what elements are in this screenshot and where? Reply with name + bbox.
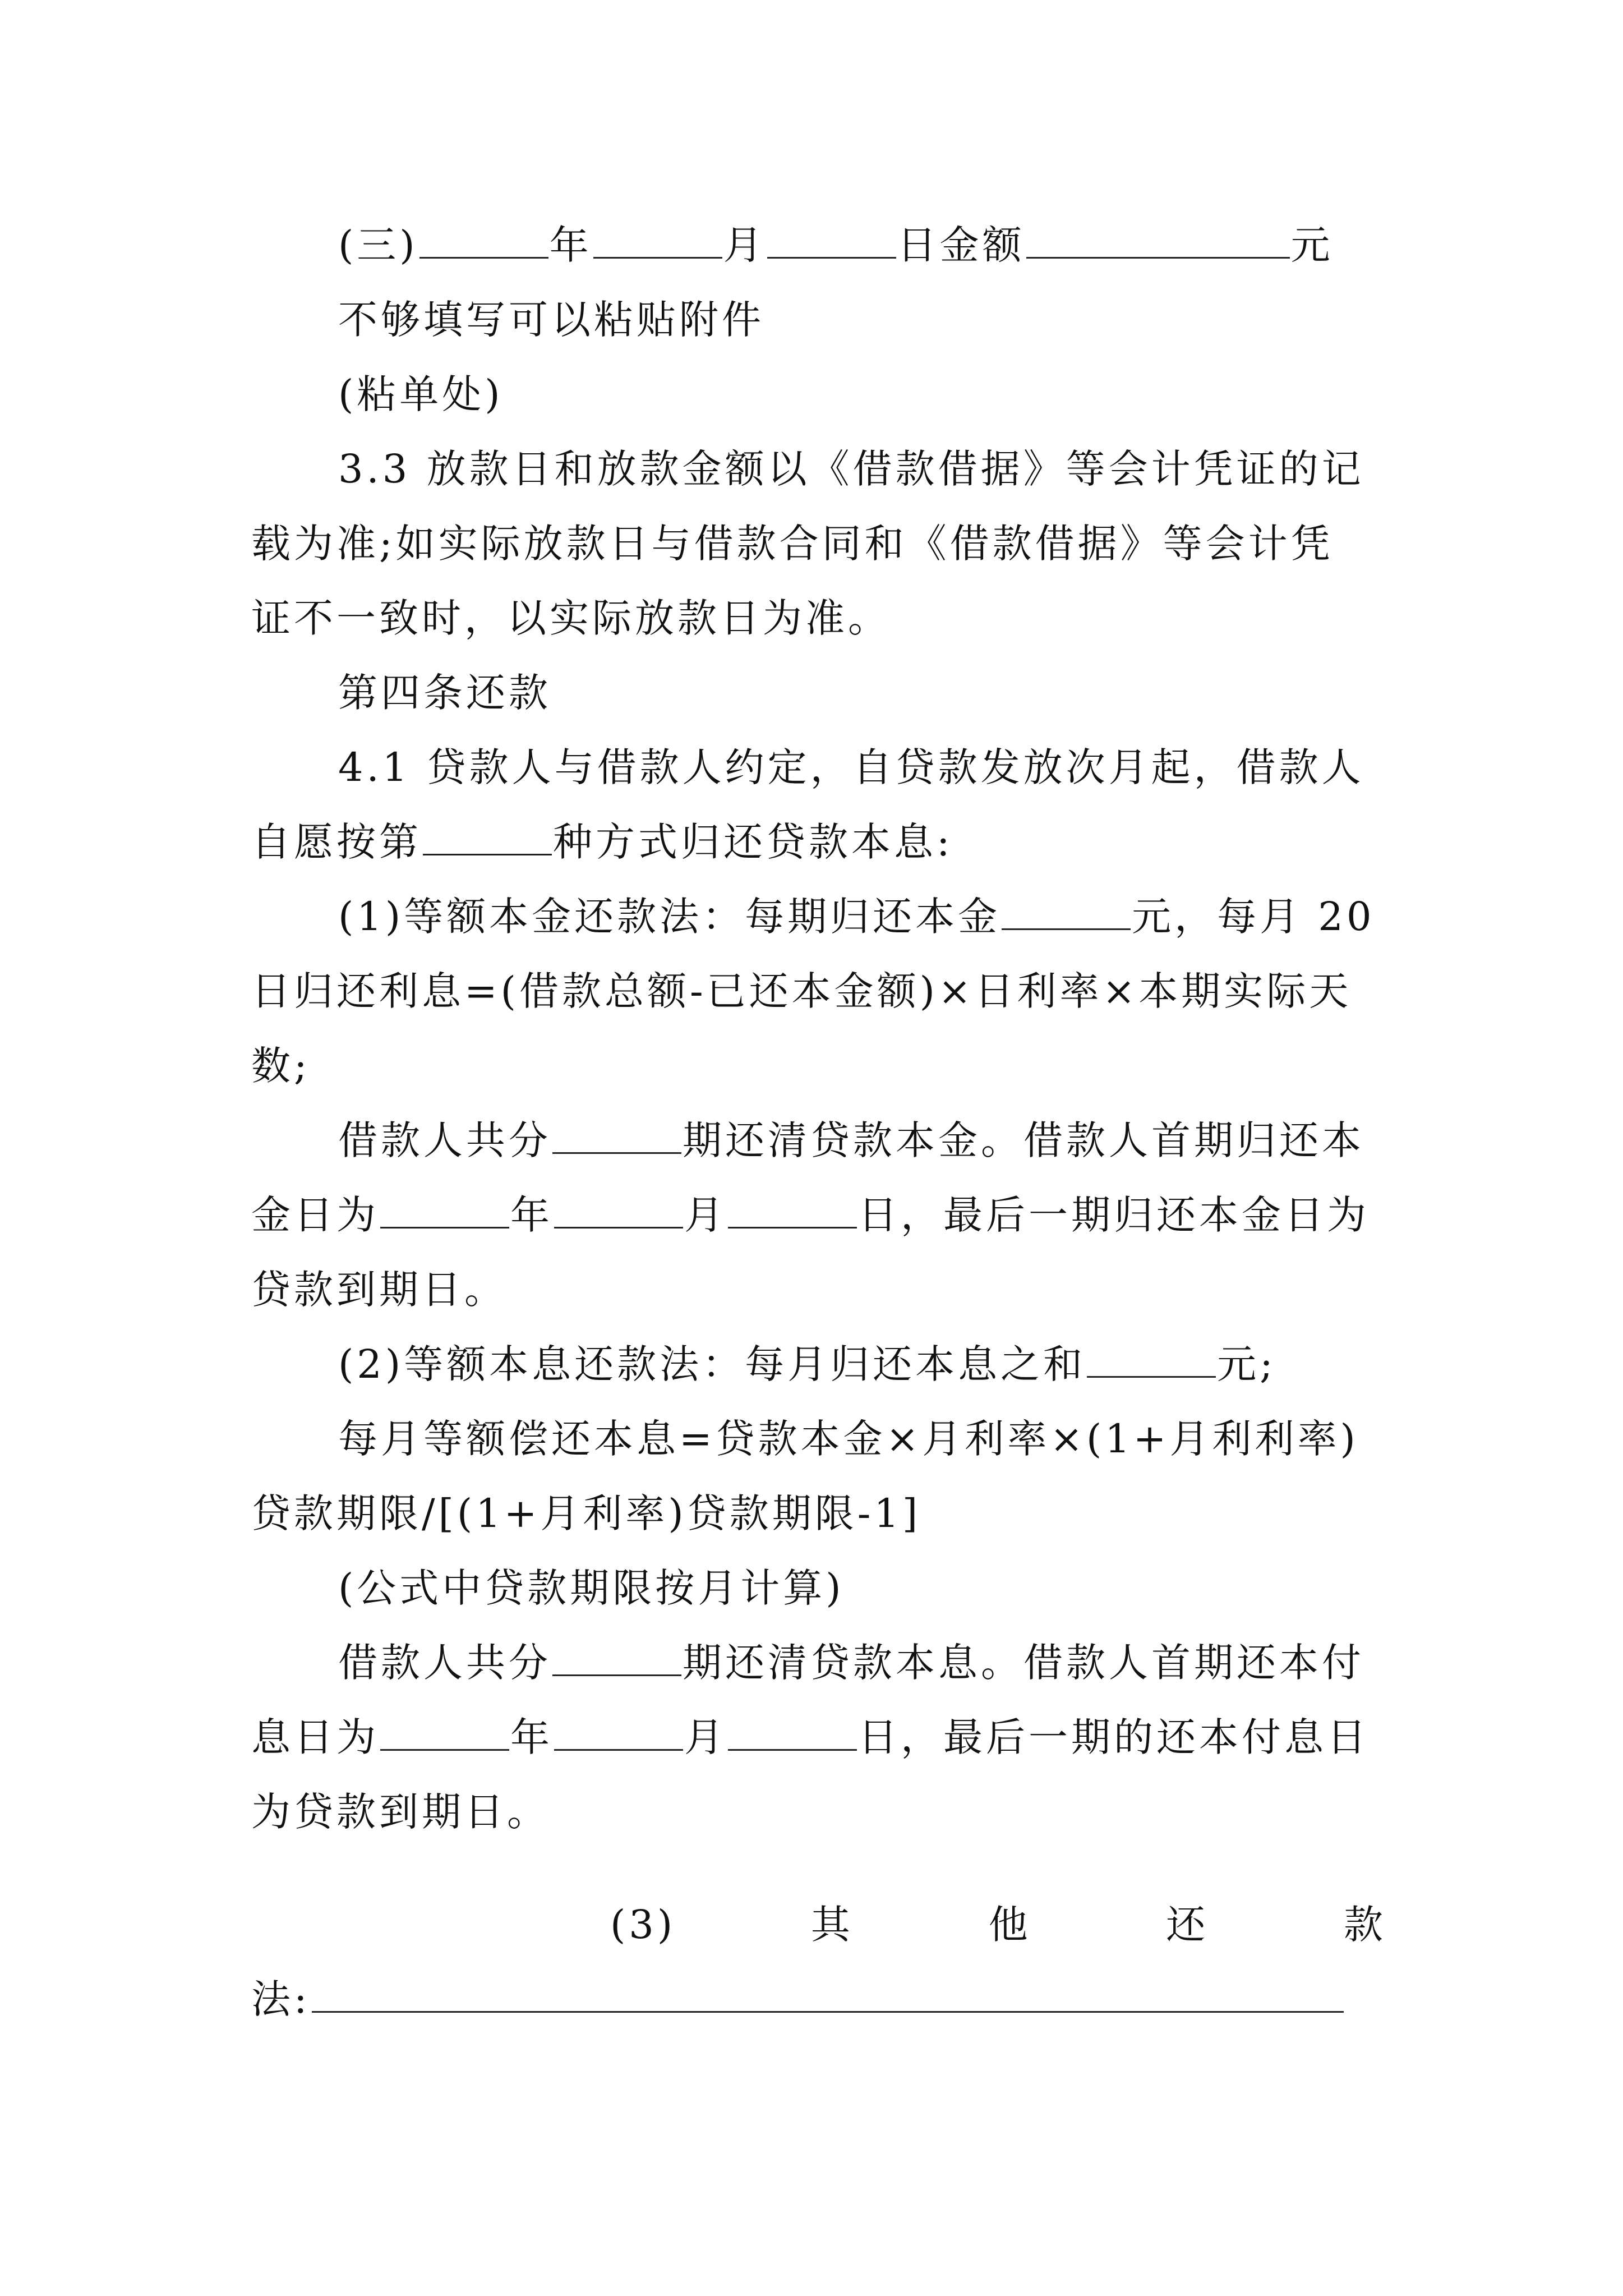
method-1-line-2: 日归还利息=(借款总额-已还本金额)×日利率×本期实际天	[251, 968, 1352, 1014]
interest-periods-blank[interactable]	[552, 1641, 681, 1676]
date-amount-line-3: (三) 年 月 日金额 元	[338, 222, 1334, 268]
method-1-periods-line-3: 贷款到期日。	[251, 1267, 507, 1313]
first-repay-month-blank[interactable]	[554, 1193, 683, 1228]
principal-per-period-blank[interactable]	[1002, 895, 1131, 930]
item-label: (三)	[338, 222, 418, 268]
paste-slip-note: (粘单处)	[338, 371, 504, 417]
article-4-heading: 第四条还款	[338, 670, 551, 716]
clause-3-3-line-1: 3.3 放款日和放款金额以《借款借据》等会计凭证的记	[338, 446, 1364, 492]
method-number-blank[interactable]	[423, 820, 552, 855]
first-repay-year-blank[interactable]	[380, 1193, 509, 1228]
method-2-line-1: (2)等额本息还款法：每月归还本息之和 元;	[338, 1341, 1276, 1387]
clause-3-3-line-2: 载为准;如实际放款日与借款合同和《借款借据》等会计凭	[251, 521, 1334, 567]
first-payment-day-blank[interactable]	[728, 1715, 857, 1751]
method-2-periods-line-2: 息日为 年 月 日，最后一期的还本付息日	[251, 1714, 1370, 1760]
attachment-note: 不够填写可以粘贴附件	[338, 297, 764, 343]
method-3-line-1: (3) 其 他 还 款	[610, 1902, 1386, 1948]
clause-4-1-line-2: 自愿按第 种方式归还贷款本息:	[251, 819, 953, 865]
method-2-formula-line-2: 贷款期限/[(1+月利率)贷款期限-1]	[251, 1490, 921, 1536]
first-payment-month-blank[interactable]	[554, 1715, 683, 1751]
method-1-line-1: (1)等额本金还款法：每期归还本金 元，每月 20	[338, 894, 1375, 940]
day-blank[interactable]	[767, 223, 896, 259]
first-payment-year-blank[interactable]	[380, 1715, 509, 1751]
first-repay-day-blank[interactable]	[728, 1193, 857, 1228]
method-2-periods-line-1: 借款人共分 期还清贷款本息。借款人首期还本付	[338, 1640, 1364, 1686]
method-3-line-2: 法:	[251, 1963, 1386, 2036]
clause-3-3-line-3: 证不一致时，以实际放款日为准。	[251, 595, 891, 641]
monthly-payment-blank[interactable]	[1087, 1342, 1216, 1378]
method-1-periods-line-1: 借款人共分 期还清贷款本金。借款人首期归还本	[338, 1117, 1364, 1163]
method-2-formula-line-1: 每月等额偿还本息=贷款本金×月利率×(1+月利利率)	[338, 1416, 1359, 1462]
method-1-periods-line-2: 金日为 年 月 日，最后一期归还本金日为	[251, 1192, 1370, 1238]
year-blank[interactable]	[419, 223, 548, 259]
clause-4-1-line-1: 4.1 贷款人与借款人约定，自贷款发放次月起，借款人	[338, 744, 1364, 790]
method-2-periods-line-3: 为贷款到期日。	[251, 1789, 550, 1835]
method-1-line-3: 数;	[251, 1043, 311, 1089]
principal-periods-blank[interactable]	[552, 1119, 681, 1154]
amount-blank[interactable]	[1026, 223, 1290, 259]
month-blank[interactable]	[593, 223, 722, 259]
other-method-blank[interactable]	[312, 1977, 1344, 2013]
method-2-formula-note: (公式中贷款期限按月计算)	[338, 1565, 845, 1611]
